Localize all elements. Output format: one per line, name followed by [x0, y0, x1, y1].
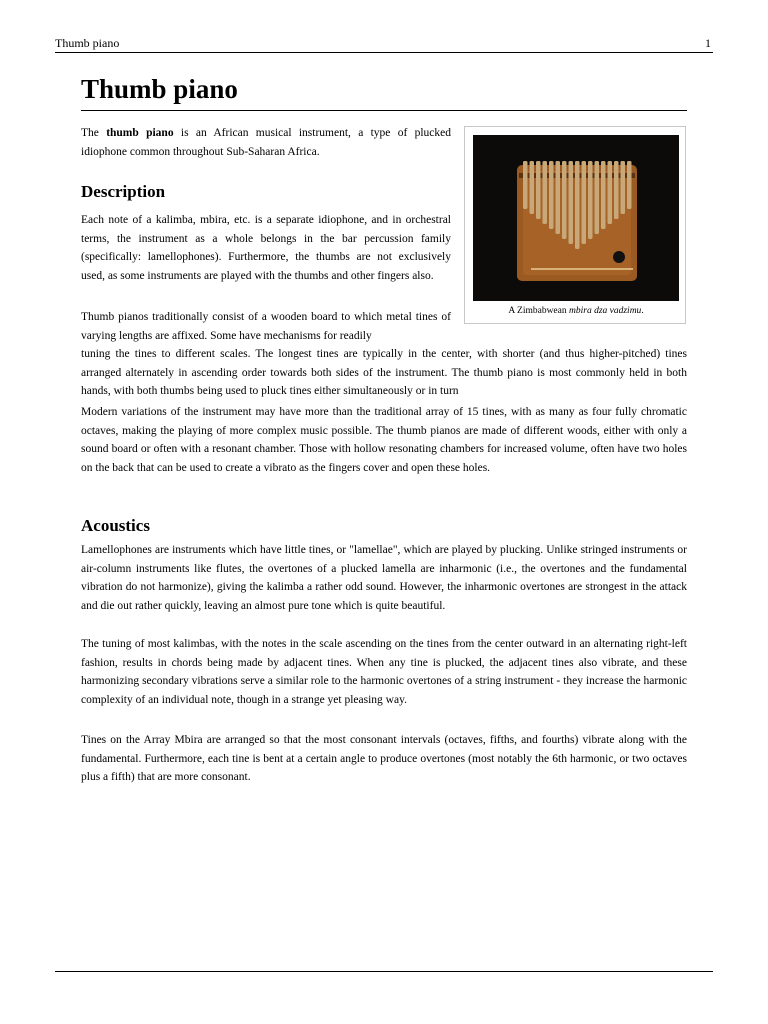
acoustics-paragraph-2: The tuning of most kalimbas, with the notes in the scale ascending on the tines from the center outward in an alternating right-left fashion, results in chords being made by adjacent tines. When any tine is plucked, the adjacent tines also vibrate, and these harmonizing secondary vibrations serve a similar role to the harmonic overtones of a string instrument - they increase the harmonic complexity of an individual note, though in a strange yet pleasing way. — [81, 638, 687, 706]
mbira-tine — [614, 161, 619, 219]
intro-prefix: The — [81, 127, 107, 139]
description-paragraph-3: Modern variations of the instrument may have more than the traditional array of 15 tines, with as many as four fully chromatic octaves, making the playing of more complex music possible. The thumb pianos are made of different woods, either with only a sound board or often with a resonant chamber. Those with hollow resonating chambers for increased volume, often have two holes on the back that can be used to create a vibrato as the fingers cover and open these holes. — [81, 406, 687, 474]
mbira-tine — [621, 161, 626, 214]
description-paragraph-1: Each note of a kalimba, mbira, etc. is a separate idiophone, and in orchestral terms, the instrument as a whole belongs in the bar percussion family (specifically: lamellophones). Furthermore, the thumbs are not exclusively used, as some instruments are played with the thumbs and other fingers also. — [81, 214, 451, 282]
figure-mbira — [464, 126, 686, 324]
heading-acoustics: Acoustics — [81, 516, 150, 535]
intro-block — [81, 124, 451, 161]
mbira-tine — [536, 161, 541, 219]
description-p2a-block — [81, 308, 451, 345]
page-title: Thumb piano — [81, 72, 687, 111]
mbira-tine — [549, 161, 554, 229]
acoustics-p3-block — [81, 731, 687, 787]
caption-suffix: . — [641, 306, 644, 316]
acoustics-p1-block — [81, 541, 687, 615]
acoustics-p2-block — [81, 635, 687, 709]
sound-hole — [613, 251, 625, 263]
caption-prefix: A Zimbabwean — [508, 306, 569, 316]
description-p3-block — [81, 403, 687, 477]
description-p2b-block — [81, 345, 687, 401]
mbira-tine — [543, 161, 548, 224]
mbira-tine — [530, 161, 535, 214]
figure-caption — [465, 305, 687, 317]
mbira-tine — [595, 161, 600, 234]
page-number: 1 — [705, 36, 711, 50]
running-header — [55, 36, 713, 53]
footer-rule — [55, 971, 713, 972]
mbira-tine — [582, 161, 587, 244]
mbira-photo — [473, 135, 679, 301]
mbira-tine — [627, 161, 632, 209]
running-header-title: Thumb piano — [55, 36, 120, 50]
description-paragraph-2-part-1: Thumb pianos traditionally consist of a wooden board to which metal tines of varying lengths are affixed. Some have mechanisms for readily — [81, 311, 451, 342]
mbira-tine — [556, 161, 561, 234]
mbira-tine — [523, 161, 528, 209]
mbira-tine — [588, 161, 593, 239]
mbira-tine — [601, 161, 606, 229]
intro-suffix: is an African musical instrument, a type of plucked idiophone common throughout Sub-Saharan Africa. — [81, 127, 451, 158]
acoustics-paragraph-1: Lamellophones are instruments which have little tines, or "lamellae", which are played by plucking. Unlike stringed instruments or air-column instruments like flutes, the overtones of a plucked lamella are inharmonic (i.e., the overtones and the fundamental vibration do not harmonize), giving the kalimba a rather odd sound. However, the inharmonic overtones are strongest in the attack and die out rather quickly, leaving an almost pure tone which is quite beautiful. — [81, 544, 687, 612]
heading-description: Description — [81, 182, 166, 201]
intro-bold-term: thumb piano — [106, 127, 174, 139]
mbira-tine — [575, 161, 580, 249]
description-paragraph-2-part-2: tuning the tines to different scales. The longest tines are typically in the center, with shorter (and thus higher-pitched) tines arranged alternately in ascending order towards both sides of the instrument. The thumb piano is most commonly held in both hands, with both thumbs being used to pluck tines either simultaneously or in turn — [81, 348, 687, 397]
description-p1-block — [81, 211, 451, 285]
acoustics-paragraph-3: Tines on the Array Mbira are arranged so that the most consonant intervals (octaves, fifths, and fourths) vibrate along with the fundamental. Furthermore, each tine is bent at a certain angle to produce overtones (most notably the 6th harmonic, or two octaves plus a fifth) that are more consonant. — [81, 734, 687, 783]
mbira-tine — [608, 161, 613, 224]
caption-italic: mbira dza vadzimu — [569, 306, 642, 316]
intro-paragraph — [81, 124, 451, 161]
mbira-tine — [569, 161, 574, 244]
mbira-tine — [562, 161, 567, 239]
